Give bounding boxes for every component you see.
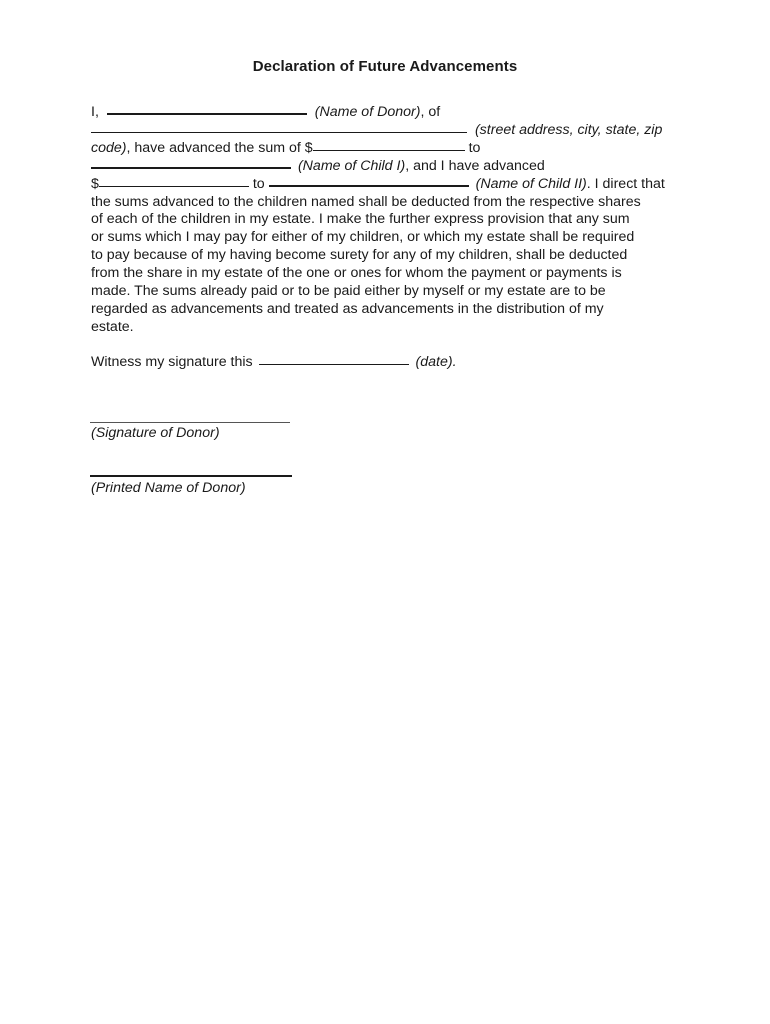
body-text: , and I have advanced [405,157,545,174]
paragraph-line: the sums advanced to the children named shall be deducted from the respective shares [91,193,641,210]
donor-name-label: (Name of Donor) [314,104,421,120]
amount-field-2[interactable] [99,185,249,187]
body-text: to [252,175,265,192]
address-label-cont: code) [91,139,127,156]
child-one-label: (Name of Child I) [297,157,406,174]
address-line [91,122,683,140]
body-text: I, [91,104,99,120]
declaration-body [91,104,683,337]
amount-line-1 [91,140,683,158]
witness-line [91,353,457,371]
child-one-name-field[interactable] [91,166,291,169]
body-text: , have advanced the sum of $ [126,139,313,156]
child-two-name-field[interactable] [269,184,469,187]
child-two-label: (Name of Child II) [475,175,587,192]
paragraph-line: regarded as advancements and treated as advancements in the distribution of my [91,300,604,317]
witness-text: Witness my signature this [91,354,253,370]
paragraph-line: of each of the children in my estate. I make the further express provision that any sum [91,211,630,228]
date-label: (date). [415,354,457,370]
body-text: to [468,139,481,156]
address-label: (street address, city, state, zip [474,121,663,138]
child-one-line [91,158,683,176]
donor-name-line [91,104,683,122]
paragraph-line: from the share in my estate of the one or ones for whom the payment or payments is [91,265,622,282]
amount-field-1[interactable] [313,149,465,151]
printed-name-caption: (Printed Name of Donor) [91,480,246,496]
body-text: . I direct that [586,175,665,192]
dollar-sign: $ [91,175,99,192]
donor-name-field[interactable] [107,112,307,115]
date-field[interactable] [259,363,409,365]
child-two-line [91,176,683,194]
paragraph-line: to pay because of my having become surety for any of my children, shall be deducted [91,247,628,264]
printed-name-field[interactable] [90,475,292,477]
address-field[interactable] [91,131,467,133]
paragraph-line: made. The sums already paid or to be paid either by myself or my estate are to be [91,283,606,300]
body-text: , of [420,104,441,120]
document-title: Declaration of Future Advancements [252,58,518,75]
signature-field[interactable] [90,422,290,423]
signature-caption: (Signature of Donor) [91,425,220,441]
paragraph-line: estate. [91,318,134,335]
paragraph-line: or sums which I may pay for either of my children, or which my estate shall be required [91,229,635,246]
